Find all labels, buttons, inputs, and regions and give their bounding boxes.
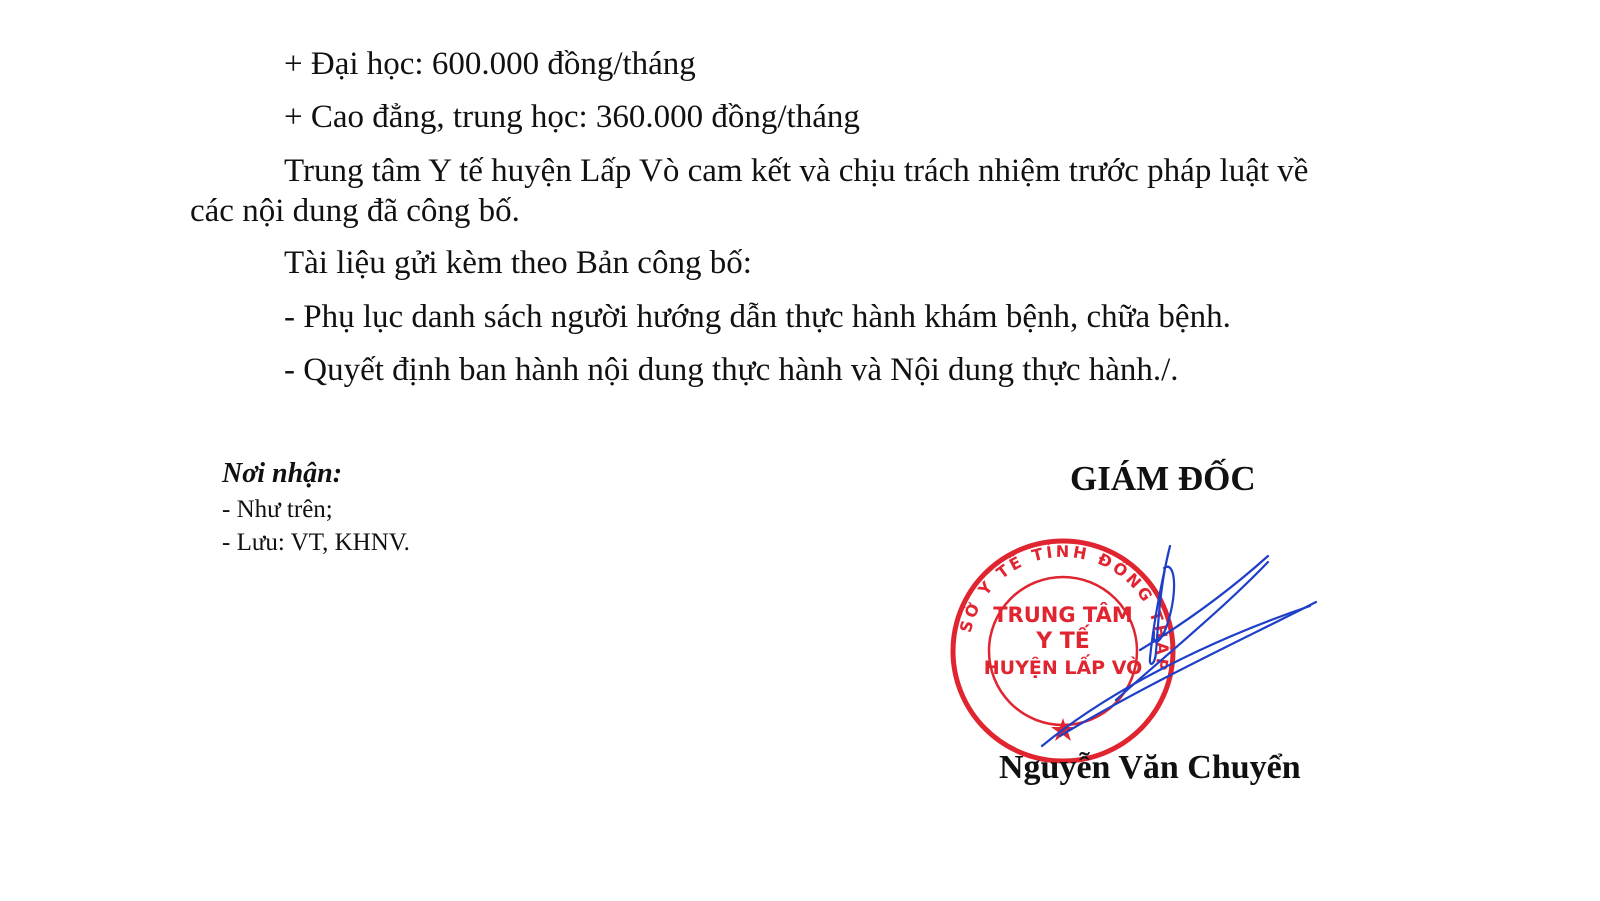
body-line: Trung tâm Y tế huyện Lấp Vò cam kết và chịu trách nhiệm trước pháp luật về [284,153,1309,189]
body-line: Tài liệu gửi kèm theo Bản công bố: [284,245,752,281]
body-line: các nội dung đã công bố. [190,193,520,229]
signer-name: Nguyễn Văn Chuyển [999,749,1301,786]
body-line: + Cao đẳng, trung học: 360.000 đồng/tháng [284,99,860,135]
recipients-title: Nơi nhận: [222,458,343,489]
recipient-item: - Lưu: VT, KHNV. [222,529,410,556]
handwritten-signature [1040,540,1350,770]
director-title: GIÁM ĐỐC [1070,459,1256,498]
body-line: - Phụ lục danh sách người hướng dẫn thực hành khám bệnh, chữa bệnh. [284,299,1231,335]
body-line: + Đại học: 600.000 đồng/tháng [284,46,696,82]
body-line: - Quyết định ban hành nội dung thực hành và Nội dung thực hành./. [284,352,1179,388]
svg-text:SỞ Y TẾ TỈNH ĐỒNG THÁP: SỞ Y TẾ TỈNH ĐỒNG THÁP [955,541,1173,675]
svg-text:Y TẾ: Y TẾ [1036,629,1090,654]
svg-text:HUYỆN LẤP VÒ: HUYỆN LẤP VÒ [983,657,1143,679]
svg-text:TRUNG TÂM: TRUNG TÂM [993,603,1133,627]
recipient-item: - Như trên; [222,496,333,523]
